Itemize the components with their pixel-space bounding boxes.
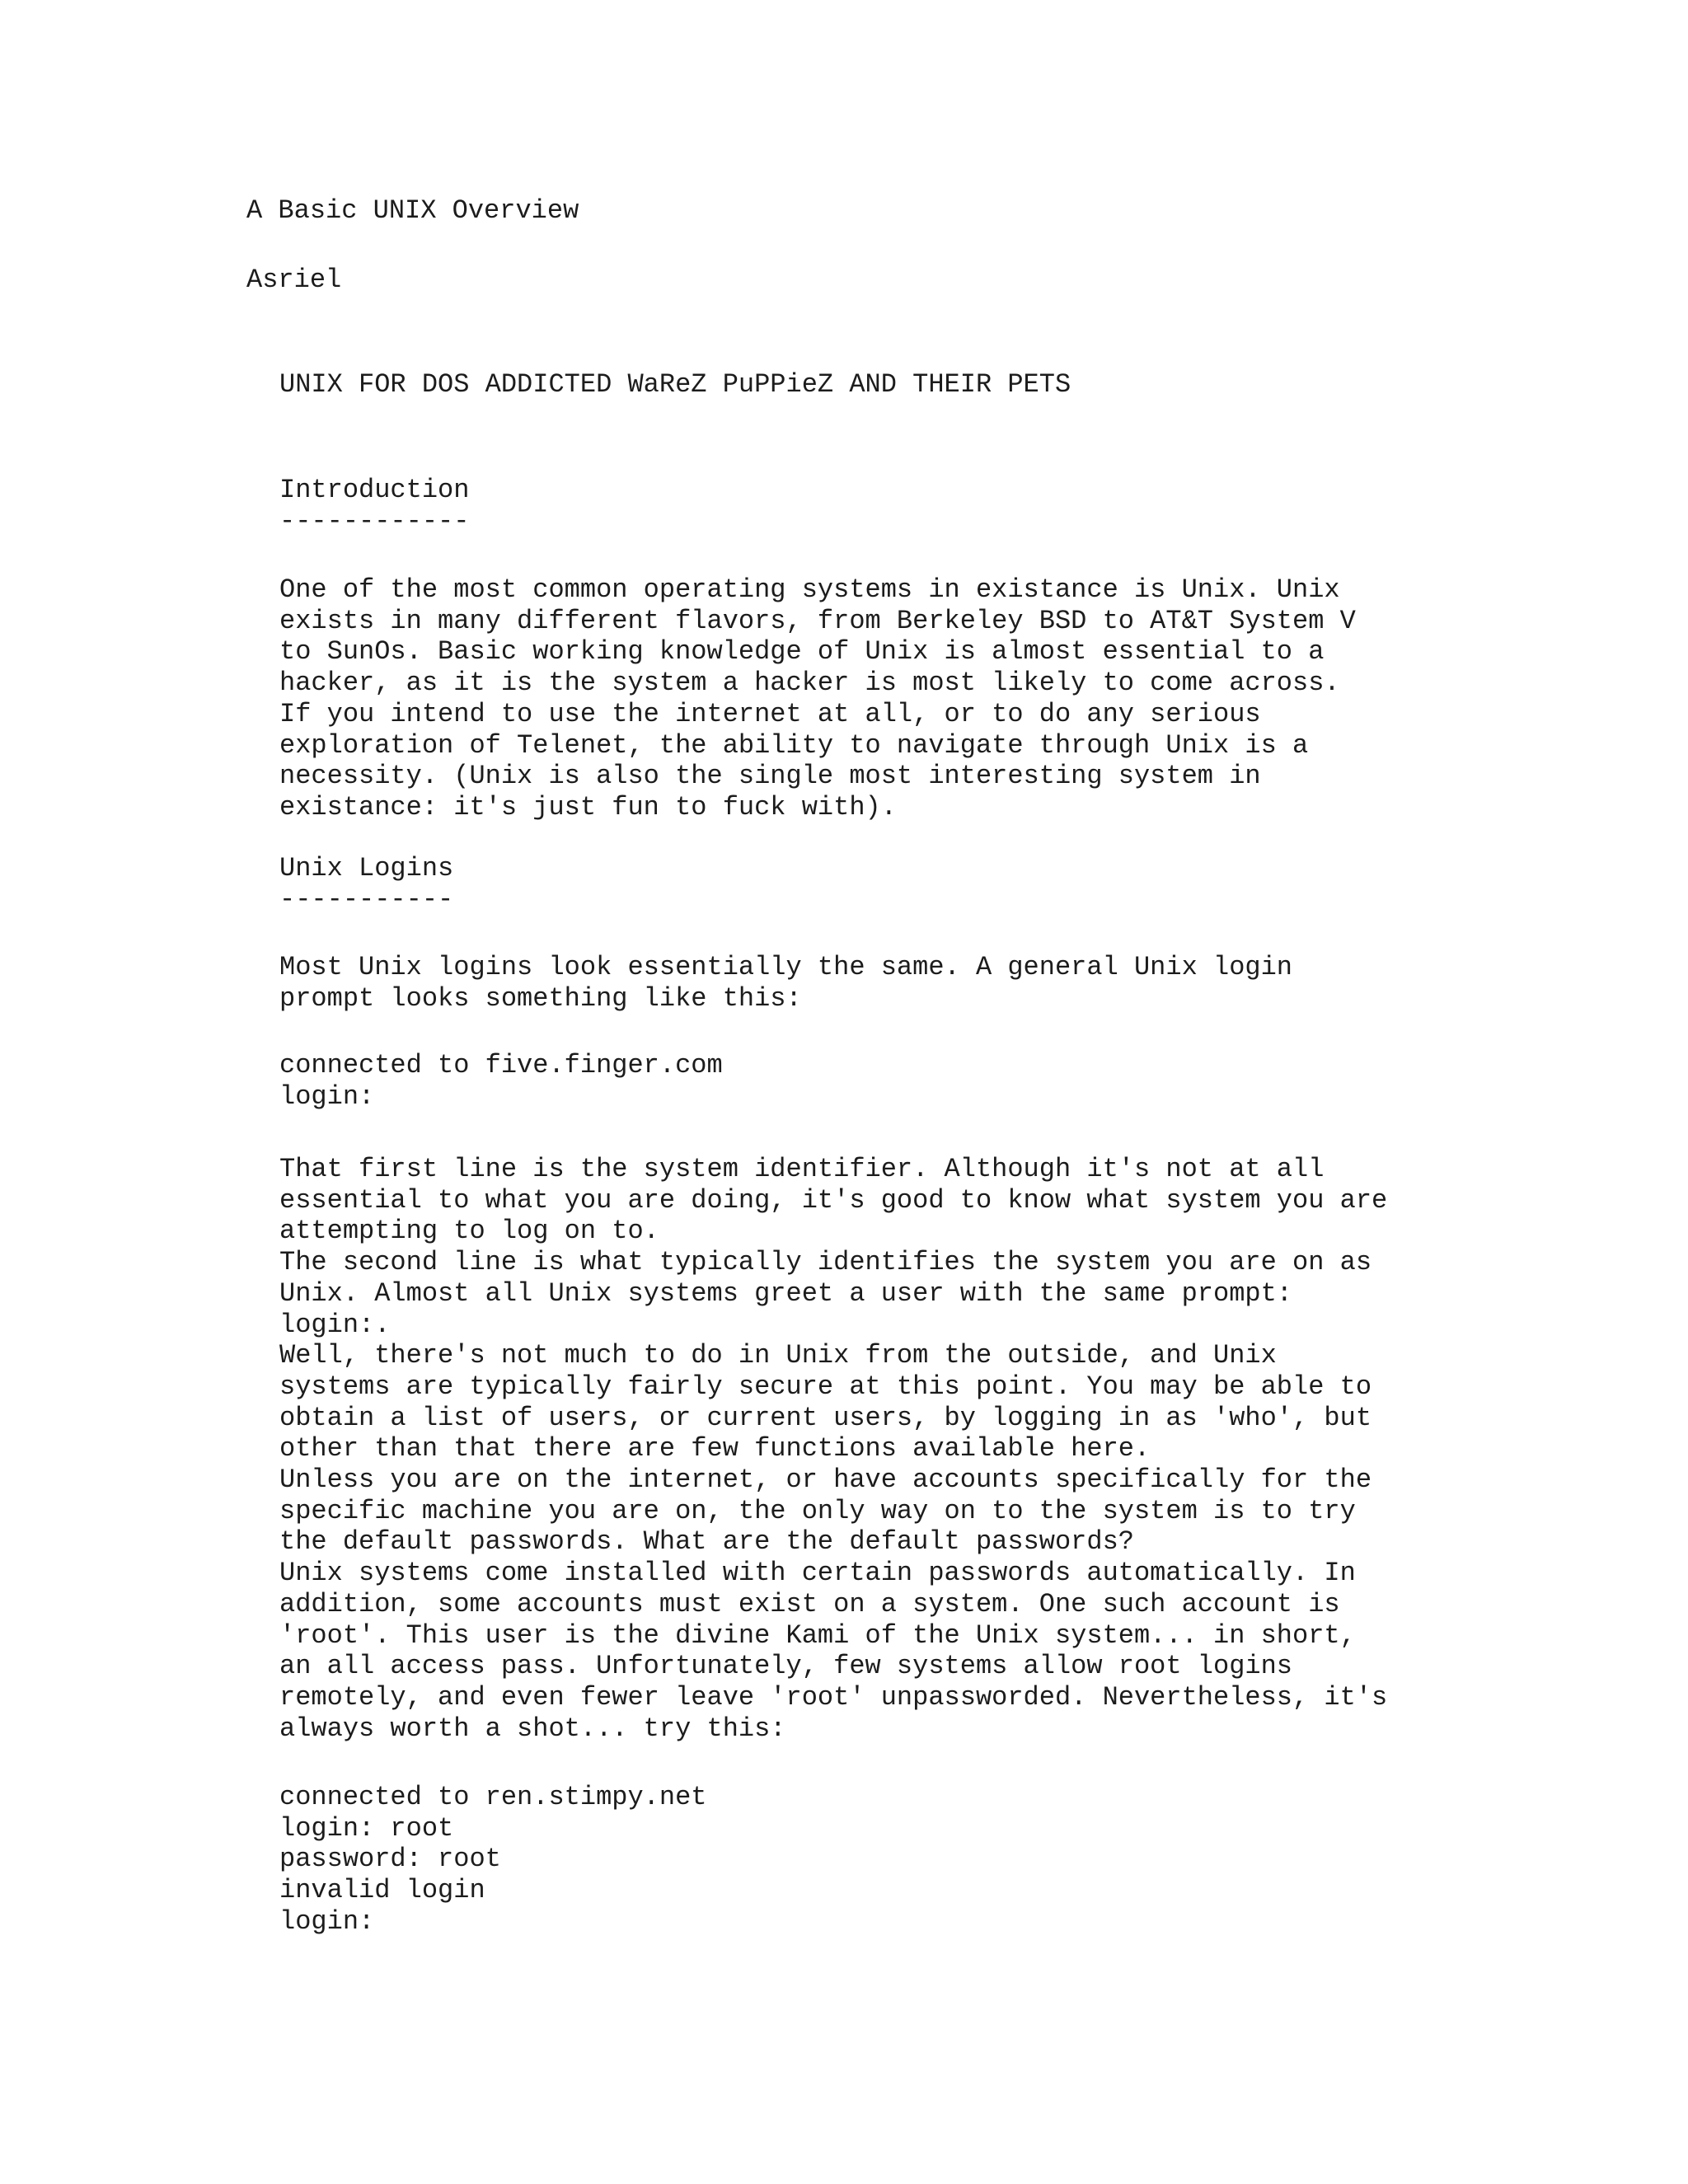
document-author: Asriel <box>246 265 342 295</box>
section-underline-unix-logins: ----------- <box>279 884 454 915</box>
introduction-paragraph: One of the most common operating systems in existance is Unix. Unix exists in many different flavors, from Berkeley BSD to AT&T System V to SunOs. Basic working knowledge of Unix is almost essential to a hacker, as it is the system a hacker is most likely to come across. If you intend to use the internet at all, or to do any serious exploration of Telenet, the ability to navigate through Unix is a necessity. (Unix is also the single most interesting system in existance: it's just fun to fuck with). <box>279 574 1356 823</box>
document-subtitle: UNIX FOR DOS ADDICTED WaReZ PuPPieZ AND THEIR PETS <box>279 369 1071 400</box>
unix-logins-paragraph-1: Most Unix logins look essentially the same. A general Unix login prompt looks something like this: <box>279 952 1292 1014</box>
section-heading-unix-logins: Unix Logins <box>279 853 454 883</box>
unix-logins-paragraph-2: That first line is the system identifier. Although it's not at all essential to what you are doing, it's good to know what system you are attempting to log on to. The second line is what typically identifies the system you are on as Unix. Almost all Unix systems greet a user with the same prompt: login:. Well, there's not much to do in Unix from the outside, and Unix systems are typically fairly secure at this point. You may be able to obtain a list of users, or current users, by logging in as 'who', but other than that there are few functions available here. Unless you are on the internet, or have accounts specifically for the specific machine you are on, the only way on to the system is to try the default passwords. What are the default passwords? Unix systems come installed with certain passwords automatically. In addition, some accounts must exist on a system. One such account is 'root'. This user is the divine Kami of the Unix system... in short, an all access pass. Unfortunately, few systems allow root logins remotely, and even fewer leave 'root' unpassworded. Nevertheless, it's always worth a shot... try this: <box>279 1154 1388 1744</box>
section-underline-introduction: ------------ <box>279 506 470 537</box>
section-heading-introduction: Introduction <box>279 475 470 505</box>
document-title: A Basic UNIX Overview <box>246 195 579 226</box>
login-example-1: connected to five.finger.com login: <box>279 1050 723 1112</box>
login-example-2: connected to ren.stimpy.net login: root password: root invalid login login: <box>279 1782 707 1937</box>
